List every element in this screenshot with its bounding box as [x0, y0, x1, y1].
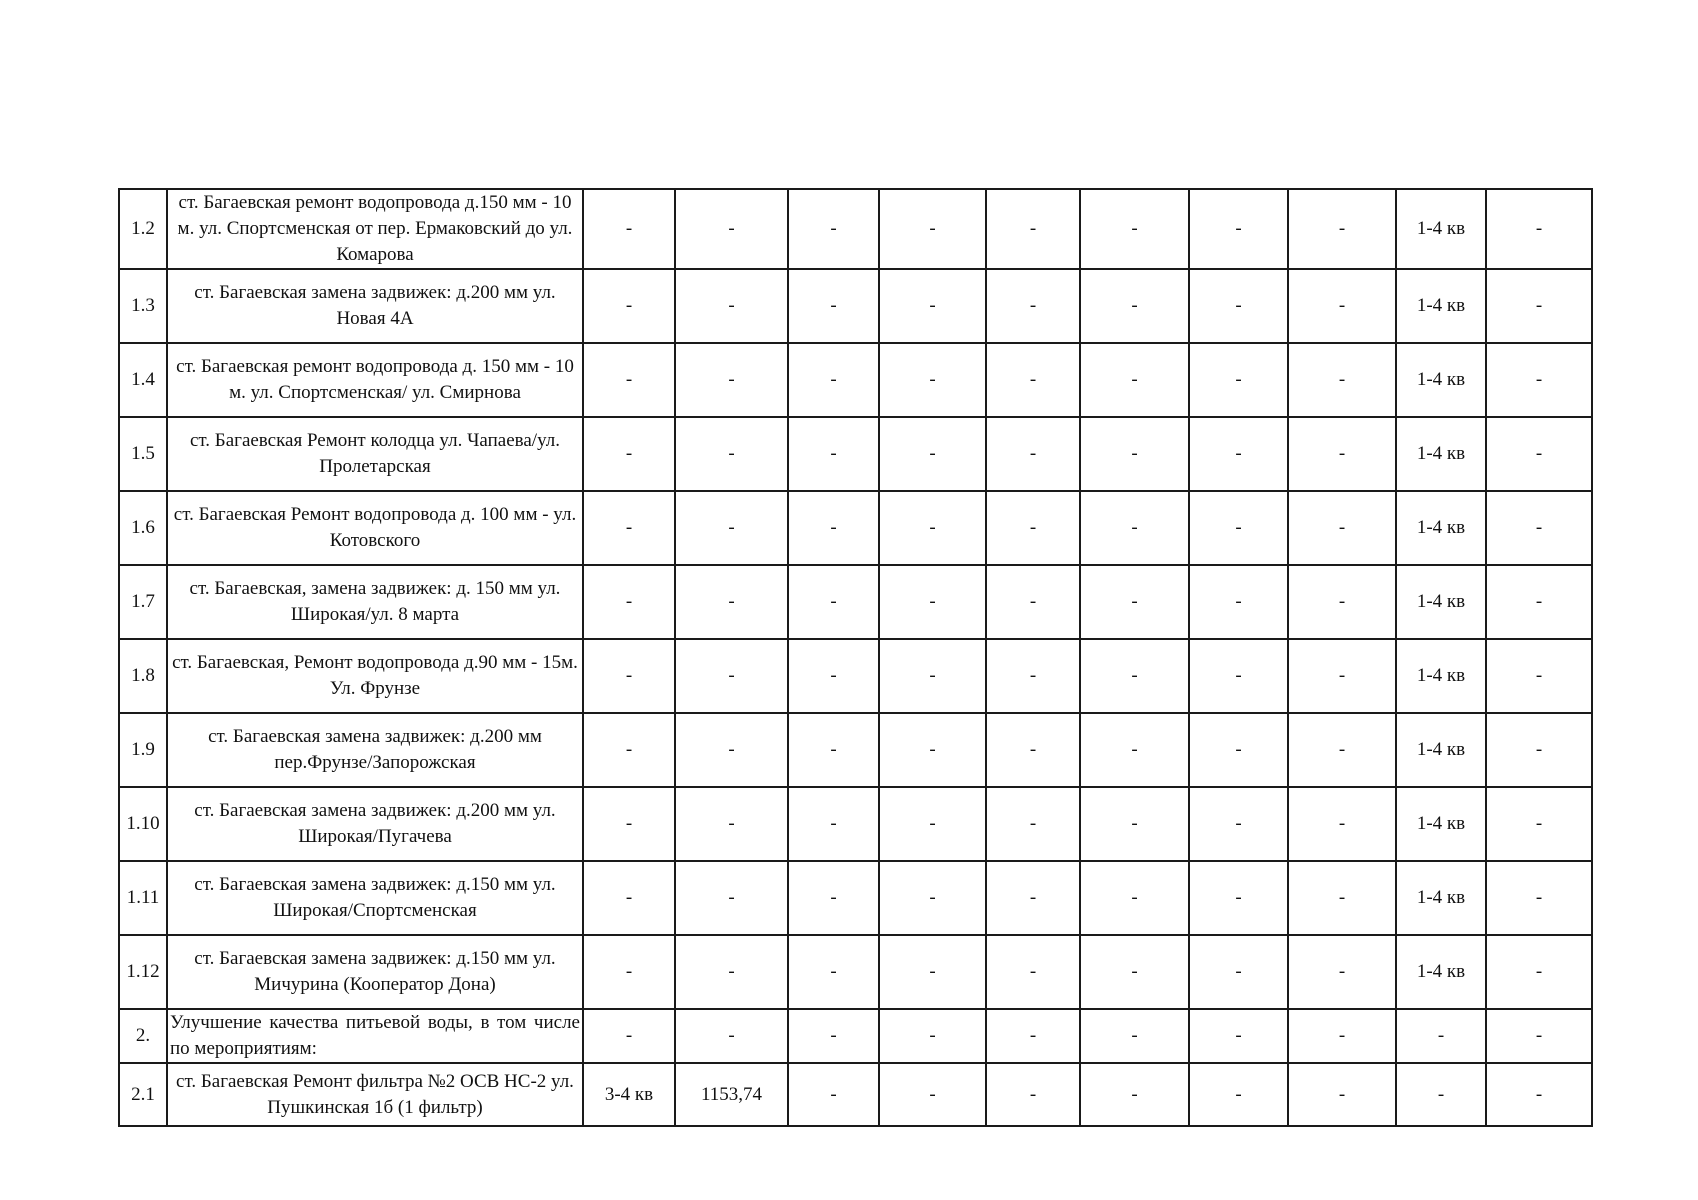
- table-cell: -: [583, 189, 675, 269]
- row-number: 1.8: [119, 639, 167, 713]
- table-cell: -: [1080, 417, 1189, 491]
- row-number: 1.10: [119, 787, 167, 861]
- table-cell: -: [583, 639, 675, 713]
- table-row: [119, 787, 1592, 861]
- table-cell: -: [675, 343, 788, 417]
- table-cell: -: [1080, 1063, 1189, 1126]
- table-cell: -: [1288, 565, 1396, 639]
- table-cell: -: [1288, 417, 1396, 491]
- table-cell: -: [788, 269, 879, 343]
- table-cell: -: [879, 861, 986, 935]
- table-row: [119, 565, 1592, 639]
- row-number: 2.1: [119, 1063, 167, 1126]
- table-cell: -: [879, 565, 986, 639]
- table-cell: -: [1288, 1009, 1396, 1063]
- table-cell: -: [1486, 1063, 1592, 1126]
- table-cell: -: [1486, 343, 1592, 417]
- table-cell: -: [879, 343, 986, 417]
- table-cell: -: [583, 343, 675, 417]
- table-cell: -: [1189, 417, 1288, 491]
- table-cell: -: [1189, 491, 1288, 565]
- table-cell: -: [1080, 269, 1189, 343]
- table-cell: -: [986, 269, 1080, 343]
- table-cell: -: [583, 417, 675, 491]
- work-description: ст. Багаевская Ремонт колодца ул. Чапаева/ул. Пролетарская: [167, 417, 583, 491]
- row-number: 1.6: [119, 491, 167, 565]
- table-cell: -: [1396, 1063, 1486, 1126]
- table-row: [119, 417, 1592, 491]
- table-cell: -: [1486, 189, 1592, 269]
- table-cell: -: [675, 269, 788, 343]
- table-cell: -: [1288, 343, 1396, 417]
- table-row: [119, 639, 1592, 713]
- table-cell: -: [986, 787, 1080, 861]
- table-cell: -: [1080, 861, 1189, 935]
- table-row: [119, 491, 1592, 565]
- table-cell: -: [1189, 861, 1288, 935]
- work-description: ст. Багаевская замена задвижек: д.200 мм ул. Новая 4А: [167, 269, 583, 343]
- table-cell: -: [986, 861, 1080, 935]
- table-cell: -: [1288, 1063, 1396, 1126]
- table-cell: 1153,74: [675, 1063, 788, 1126]
- table-cell: -: [879, 417, 986, 491]
- table-cell: -: [1288, 713, 1396, 787]
- table-cell: -: [1486, 861, 1592, 935]
- table-cell: 1-4 кв: [1396, 861, 1486, 935]
- table-cell: -: [1288, 639, 1396, 713]
- row-number: 1.4: [119, 343, 167, 417]
- table-cell: -: [986, 565, 1080, 639]
- table-cell: -: [788, 343, 879, 417]
- table-cell: -: [1189, 713, 1288, 787]
- table-cell: -: [583, 713, 675, 787]
- table-cell: -: [986, 189, 1080, 269]
- table-row: [119, 1063, 1592, 1126]
- table-cell: 1-4 кв: [1396, 787, 1486, 861]
- table-cell: -: [1080, 343, 1189, 417]
- table-cell: -: [675, 713, 788, 787]
- table-cell: -: [1486, 565, 1592, 639]
- table-row: [119, 269, 1592, 343]
- table-cell: -: [1288, 787, 1396, 861]
- table-cell: -: [1288, 189, 1396, 269]
- table-row: [119, 861, 1592, 935]
- table-cell: -: [788, 1009, 879, 1063]
- table-cell: -: [1486, 417, 1592, 491]
- work-description: ст. Багаевская замена задвижек: д.150 мм ул. Мичурина (Кооператор Дона): [167, 935, 583, 1009]
- table-cell: -: [1288, 935, 1396, 1009]
- table-cell: -: [1189, 269, 1288, 343]
- table-cell: -: [879, 639, 986, 713]
- table-cell: -: [986, 639, 1080, 713]
- work-description: ст. Багаевская замена задвижек: д.200 мм ул. Широкая/Пугачева: [167, 787, 583, 861]
- table-cell: -: [879, 935, 986, 1009]
- table-cell: -: [1486, 713, 1592, 787]
- table-cell: 1-4 кв: [1396, 713, 1486, 787]
- row-number: 1.12: [119, 935, 167, 1009]
- table-cell: -: [986, 1063, 1080, 1126]
- table-cell: -: [986, 713, 1080, 787]
- table-cell: -: [583, 565, 675, 639]
- table-cell: -: [1189, 565, 1288, 639]
- table-cell: -: [788, 565, 879, 639]
- table-cell: -: [675, 491, 788, 565]
- table-cell: -: [1486, 1009, 1592, 1063]
- table-cell: -: [675, 417, 788, 491]
- works-table-body: [119, 189, 1592, 1126]
- table-cell: -: [1189, 1009, 1288, 1063]
- work-description: ст. Багаевская ремонт водопровода д.150 мм - 10 м. ул. Спортсменская от пер. Ермаковский до ул. Комарова: [167, 189, 583, 269]
- table-cell: -: [1080, 565, 1189, 639]
- work-description: ст. Багаевская замена задвижек: д.150 мм ул. Широкая/Спортсменская: [167, 861, 583, 935]
- table-cell: 1-4 кв: [1396, 417, 1486, 491]
- row-number: 1.2: [119, 189, 167, 269]
- table-cell: -: [1396, 1009, 1486, 1063]
- table-cell: -: [1189, 935, 1288, 1009]
- table-cell: -: [1288, 269, 1396, 343]
- table-cell: 1-4 кв: [1396, 491, 1486, 565]
- work-description: ст. Багаевская, замена задвижек: д. 150 мм ул. Широкая/ул. 8 марта: [167, 565, 583, 639]
- work-description: Улучшение качества питьевой воды, в том числе по мероприятиям:: [167, 1009, 583, 1063]
- table-cell: -: [986, 1009, 1080, 1063]
- table-cell: -: [879, 491, 986, 565]
- table-cell: -: [675, 935, 788, 1009]
- table-cell: -: [788, 639, 879, 713]
- table-cell: -: [879, 1063, 986, 1126]
- work-description: ст. Багаевская Ремонт фильтра №2 ОСВ НС-2 ул. Пушкинская 1б (1 фильтр): [167, 1063, 583, 1126]
- table-cell: -: [1288, 861, 1396, 935]
- work-description: ст. Багаевская замена задвижек: д.200 мм пер.Фрунзе/Запорожская: [167, 713, 583, 787]
- table-cell: -: [675, 565, 788, 639]
- table-cell: -: [879, 269, 986, 343]
- table-cell: -: [583, 491, 675, 565]
- table-cell: -: [788, 861, 879, 935]
- table-cell: -: [675, 189, 788, 269]
- table-cell: -: [788, 491, 879, 565]
- table-cell: -: [675, 639, 788, 713]
- table-cell: 1-4 кв: [1396, 189, 1486, 269]
- table-cell: -: [1486, 639, 1592, 713]
- work-description: ст. Багаевская, Ремонт водопровода д.90 мм - 15м. Ул. Фрунзе: [167, 639, 583, 713]
- table-cell: -: [675, 787, 788, 861]
- table-cell: -: [788, 189, 879, 269]
- table-cell: -: [1080, 787, 1189, 861]
- table-cell: -: [1486, 269, 1592, 343]
- table-cell: 1-4 кв: [1396, 565, 1486, 639]
- table-cell: -: [788, 417, 879, 491]
- table-cell: 1-4 кв: [1396, 639, 1486, 713]
- table-cell: -: [1486, 935, 1592, 1009]
- table-cell: -: [583, 861, 675, 935]
- table-cell: -: [986, 417, 1080, 491]
- table-cell: -: [1189, 189, 1288, 269]
- table-cell: -: [1080, 713, 1189, 787]
- table-cell: -: [1486, 491, 1592, 565]
- table-cell: 1-4 кв: [1396, 343, 1486, 417]
- table-cell: -: [788, 935, 879, 1009]
- row-number: 1.7: [119, 565, 167, 639]
- table-cell: 1-4 кв: [1396, 935, 1486, 1009]
- table-cell: -: [1080, 491, 1189, 565]
- table-cell: -: [986, 491, 1080, 565]
- table-row: [119, 713, 1592, 787]
- table-cell: -: [879, 787, 986, 861]
- work-description: ст. Багаевская Ремонт водопровода д. 100 мм - ул. Котовского: [167, 491, 583, 565]
- table-cell: 1-4 кв: [1396, 269, 1486, 343]
- table-cell: -: [1080, 189, 1189, 269]
- table-row: [119, 935, 1592, 1009]
- table-cell: -: [788, 713, 879, 787]
- table-row: [119, 189, 1592, 269]
- table-cell: -: [675, 861, 788, 935]
- table-cell: -: [986, 935, 1080, 1009]
- row-number: 1.11: [119, 861, 167, 935]
- work-description: ст. Багаевская ремонт водопровода д. 150 мм - 10 м. ул. Спортсменская/ ул. Смирнова: [167, 343, 583, 417]
- table-cell: -: [1189, 343, 1288, 417]
- table-cell: 3-4 кв: [583, 1063, 675, 1126]
- table-cell: -: [1080, 639, 1189, 713]
- table-cell: -: [788, 787, 879, 861]
- table-row: [119, 343, 1592, 417]
- table-cell: -: [583, 935, 675, 1009]
- table-cell: -: [986, 343, 1080, 417]
- row-number: 1.9: [119, 713, 167, 787]
- row-number: 1.3: [119, 269, 167, 343]
- table-cell: -: [1189, 639, 1288, 713]
- table-cell: -: [675, 1009, 788, 1063]
- works-table: [118, 188, 1593, 1127]
- table-cell: -: [1189, 787, 1288, 861]
- row-number: 1.5: [119, 417, 167, 491]
- table-cell: -: [879, 1009, 986, 1063]
- table-cell: -: [1288, 491, 1396, 565]
- table-cell: -: [583, 787, 675, 861]
- row-number: 2.: [119, 1009, 167, 1063]
- table-cell: -: [583, 1009, 675, 1063]
- table-cell: -: [788, 1063, 879, 1126]
- table-cell: -: [583, 269, 675, 343]
- table-cell: -: [1080, 1009, 1189, 1063]
- table-cell: -: [1189, 1063, 1288, 1126]
- table-cell: -: [879, 713, 986, 787]
- table-cell: -: [1486, 787, 1592, 861]
- table-cell: -: [879, 189, 986, 269]
- table-cell: -: [1080, 935, 1189, 1009]
- table-row: [119, 1009, 1592, 1063]
